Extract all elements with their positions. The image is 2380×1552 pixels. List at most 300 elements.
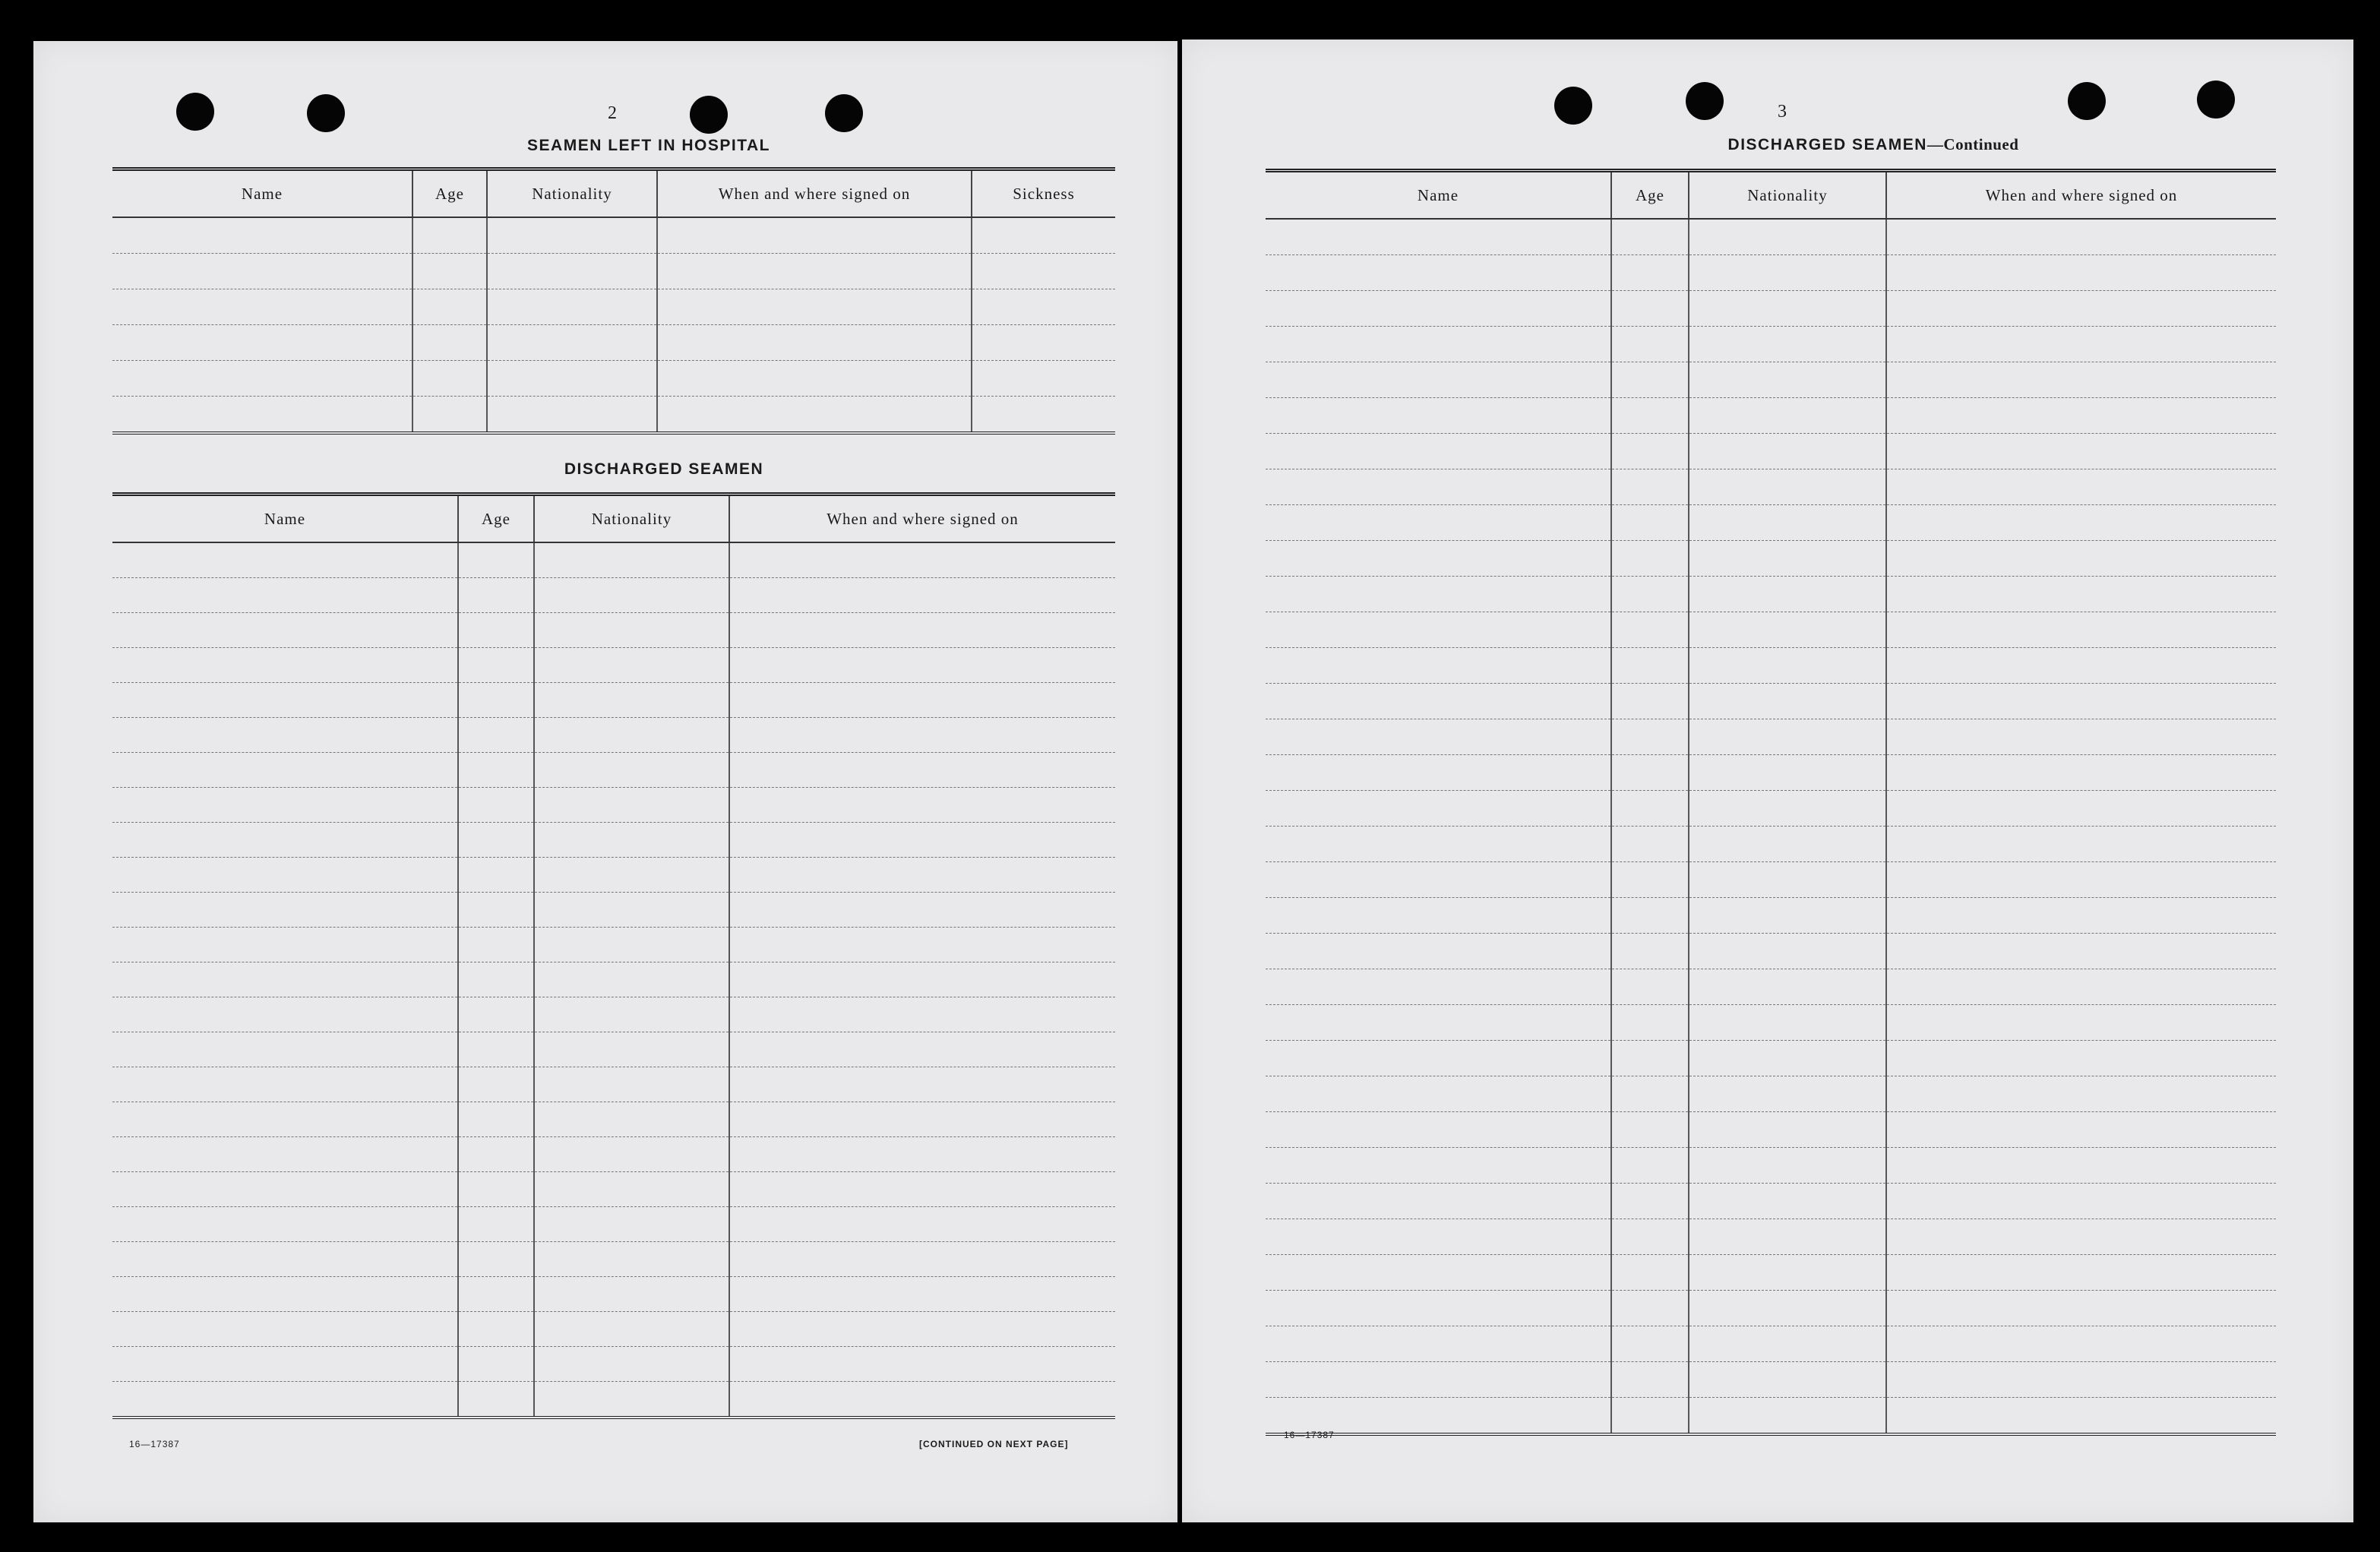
ledger-cell <box>1611 791 1689 827</box>
continued-row <box>1266 612 2276 648</box>
ledger-cell <box>1611 648 1689 684</box>
ledger-cell <box>729 1137 1115 1172</box>
continued-row <box>1266 1326 2276 1362</box>
ledger-cell <box>487 289 657 325</box>
ledger-cell <box>458 962 534 997</box>
continued-row <box>1266 1148 2276 1184</box>
ledger-cell <box>112 718 458 753</box>
ledger-cell <box>534 1382 729 1418</box>
ledger-cell <box>112 217 412 254</box>
ledger-cell <box>487 254 657 289</box>
ledger-cell <box>1886 255 2276 291</box>
ledger-cell <box>1611 469 1689 505</box>
ledger-cell <box>112 962 458 997</box>
continued-row <box>1266 1255 2276 1291</box>
ledger-cell <box>1886 862 2276 898</box>
ledger-cell <box>1886 898 2276 934</box>
ledger-cell <box>534 578 729 613</box>
ledger-cell <box>729 823 1115 858</box>
ledger-cell <box>112 648 458 683</box>
ledger-cell <box>972 217 1115 254</box>
continued-row <box>1266 219 2276 255</box>
ledger-cell <box>534 1312 729 1347</box>
ledger-cell <box>458 1277 534 1312</box>
ledger-cell <box>1611 1148 1689 1184</box>
ledger-cell <box>112 542 458 578</box>
continued-row <box>1266 541 2276 577</box>
ledger-cell <box>1689 612 1886 648</box>
ledger-cell <box>1886 541 2276 577</box>
ledger-cell <box>458 1347 534 1382</box>
ledger-cell <box>458 1172 534 1207</box>
ledger-cell <box>1266 291 1611 327</box>
ledger-cell <box>112 613 458 648</box>
ledger-cell <box>1689 577 1886 612</box>
ledger-cell <box>458 1137 534 1172</box>
ledger-cell <box>1611 969 1689 1005</box>
ledger-cell <box>729 1242 1115 1277</box>
ledger-cell <box>112 1312 458 1347</box>
page-title-main: DISCHARGED SEAMEN <box>1727 136 1927 153</box>
ledger-cell <box>112 325 412 361</box>
ledger-cell <box>729 683 1115 718</box>
ledger-cell <box>112 1032 458 1067</box>
continued-row <box>1266 505 2276 541</box>
ledger-cell <box>972 254 1115 289</box>
ledger-cell <box>112 361 412 397</box>
ledger-cell <box>412 254 487 289</box>
ledger-cell <box>1611 898 1689 934</box>
ledger-cell <box>1611 1005 1689 1041</box>
ledger-cell <box>534 1172 729 1207</box>
ledger-cell <box>1886 219 2276 255</box>
ledger-cell <box>112 753 458 788</box>
ledger-cell <box>1611 434 1689 469</box>
ledger-cell <box>1886 755 2276 791</box>
ledger-cell <box>1886 362 2276 398</box>
ledger-cell <box>458 1207 534 1242</box>
ledger-cell <box>1266 469 1611 505</box>
ledger-cell <box>534 613 729 648</box>
continued-row <box>1266 398 2276 434</box>
ledger-cell <box>1886 434 2276 469</box>
ledger-cell <box>1886 327 2276 362</box>
ledger-cell <box>1611 1041 1689 1076</box>
ledger-cell <box>1611 755 1689 791</box>
column-header: Age <box>458 495 534 543</box>
continued-row <box>1266 362 2276 398</box>
continued-row <box>1266 898 2276 934</box>
ledger-cell <box>972 289 1115 325</box>
ledger-cell <box>534 997 729 1032</box>
ledger-cell <box>1611 291 1689 327</box>
ledger-cell <box>1886 827 2276 862</box>
ledger-cell <box>1611 1326 1689 1362</box>
ledger-cell <box>1266 541 1611 577</box>
ledger-cell <box>1689 505 1886 541</box>
ledger-cell <box>1266 612 1611 648</box>
hospital-row <box>112 397 1115 434</box>
ledger-cell <box>1689 684 1886 719</box>
ledger-cell <box>534 648 729 683</box>
ledger-cell <box>657 254 972 289</box>
ledger-cell <box>1266 755 1611 791</box>
ledger-cell <box>1886 577 2276 612</box>
ledger-cell <box>729 613 1115 648</box>
ledger-cell <box>112 997 458 1032</box>
ledger-cell <box>112 1347 458 1382</box>
ledger-cell <box>1886 934 2276 969</box>
ledger-cell <box>1266 1219 1611 1255</box>
ledger-cell <box>1689 362 1886 398</box>
ledger-cell <box>1611 862 1689 898</box>
continued-header-row <box>1266 171 2276 220</box>
ledger-cell <box>729 1312 1115 1347</box>
ledger-cell <box>412 397 487 434</box>
ledger-cell <box>112 788 458 823</box>
ledger-cell <box>1886 398 2276 434</box>
ledger-cell <box>487 361 657 397</box>
ledger-cell <box>1611 827 1689 862</box>
ledger-cell <box>112 1207 458 1242</box>
ledger-cell <box>729 542 1115 578</box>
ledger-cell <box>1611 1255 1689 1291</box>
ledger-cell <box>458 1382 534 1418</box>
discharged-row <box>112 823 1115 858</box>
discharged-row <box>112 893 1115 928</box>
ledger-cell <box>1266 1184 1611 1219</box>
ledger-cell <box>534 1242 729 1277</box>
column-header: Nationality <box>487 169 657 218</box>
page-number: 2 <box>608 103 617 123</box>
column-header: When and where signed on <box>729 495 1115 543</box>
column-header: Name <box>112 495 458 543</box>
ledger-cell <box>1886 291 2276 327</box>
ledger-cell <box>1689 969 1886 1005</box>
ledger-cell <box>1611 1076 1689 1112</box>
continued-row <box>1266 755 2276 791</box>
hospital-table-body <box>112 217 1115 433</box>
ledger-cell <box>657 397 972 434</box>
continued-row <box>1266 827 2276 862</box>
continued-row <box>1266 969 2276 1005</box>
punch-hole-7 <box>2068 82 2106 120</box>
ledger-cell <box>1689 1326 1886 1362</box>
ledger-cell <box>657 289 972 325</box>
continued-row <box>1266 1076 2276 1112</box>
ledger-cell <box>729 1067 1115 1102</box>
ledger-cell <box>729 753 1115 788</box>
ledger-cell <box>1611 505 1689 541</box>
punch-hole-6 <box>1686 82 1724 120</box>
discharged-row <box>112 1312 1115 1347</box>
discharged-table-body <box>112 542 1115 1418</box>
ledger-cell <box>1611 1112 1689 1148</box>
ledger-cell <box>412 217 487 254</box>
ledger-cell <box>729 1382 1115 1418</box>
ledger-cell <box>1689 934 1886 969</box>
discharged-row <box>112 1277 1115 1312</box>
hospital-row <box>112 361 1115 397</box>
ledger-cell <box>1611 1362 1689 1398</box>
punch-hole-8 <box>2197 81 2235 119</box>
ledger-cell <box>534 1347 729 1382</box>
ledger-cell <box>1689 1362 1886 1398</box>
column-header: Sickness <box>972 169 1115 218</box>
ledger-cell <box>1886 1291 2276 1326</box>
ledger-cell <box>112 1102 458 1137</box>
ledger-cell <box>972 397 1115 434</box>
ledger-cell <box>112 1067 458 1102</box>
discharged-header-row <box>112 495 1115 543</box>
ledger-cell <box>1611 1219 1689 1255</box>
ledger-cell <box>412 289 487 325</box>
ledger-cell <box>729 893 1115 928</box>
ledger-cell <box>458 823 534 858</box>
ledger-cell <box>1266 1398 1611 1435</box>
ledger-cell <box>1611 219 1689 255</box>
continued-note: [CONTINUED ON NEXT PAGE] <box>919 1439 1069 1449</box>
ledger-cell <box>1266 1112 1611 1148</box>
ledger-cell <box>534 683 729 718</box>
ledger-cell <box>1266 1148 1611 1184</box>
ledger-cell <box>1689 1076 1886 1112</box>
discharged-row <box>112 718 1115 753</box>
ledger-cell <box>972 325 1115 361</box>
punch-hole-2 <box>307 94 345 132</box>
hospital-row <box>112 325 1115 361</box>
ledger-cell <box>534 858 729 893</box>
ledger-cell <box>1886 1326 2276 1362</box>
continued-row <box>1266 1041 2276 1076</box>
ledger-cell <box>1689 719 1886 755</box>
ledger-cell <box>458 997 534 1032</box>
ledger-cell <box>1886 719 2276 755</box>
ledger-cell <box>534 1067 729 1102</box>
column-header: Age <box>1611 171 1689 220</box>
ledger-cell <box>1266 791 1611 827</box>
punch-hole-3 <box>690 96 728 134</box>
ledger-cell <box>534 893 729 928</box>
discharged-row <box>112 928 1115 962</box>
ledger-cell <box>1266 1362 1611 1398</box>
ledger-cell <box>1266 219 1611 255</box>
ledger-cell <box>1886 1076 2276 1112</box>
form-code: 16—17387 <box>1284 1430 1335 1440</box>
ledger-cell <box>729 1347 1115 1382</box>
hospital-header-row <box>112 169 1115 218</box>
discharged-row <box>112 1382 1115 1418</box>
ledger-cell <box>458 1242 534 1277</box>
ledger-cell <box>1689 1112 1886 1148</box>
ledger-cell <box>1689 1291 1886 1326</box>
ledger-cell <box>458 542 534 578</box>
ledger-cell <box>1611 1398 1689 1435</box>
ledger-cell <box>487 397 657 434</box>
ledger-cell <box>487 325 657 361</box>
form-code: 16—17387 <box>129 1439 180 1449</box>
ledger-cell <box>657 361 972 397</box>
left-page <box>33 41 1177 1522</box>
discharged-row <box>112 1347 1115 1382</box>
ledger-cell <box>1689 219 1886 255</box>
ledger-cell <box>1886 1112 2276 1148</box>
continued-row <box>1266 255 2276 291</box>
ledger-cell <box>487 217 657 254</box>
ledger-cell <box>1266 434 1611 469</box>
continued-row <box>1266 577 2276 612</box>
continued-row <box>1266 1362 2276 1398</box>
ledger-cell <box>1689 327 1886 362</box>
ledger-cell <box>1886 1255 2276 1291</box>
continued-row <box>1266 719 2276 755</box>
discharged-row <box>112 648 1115 683</box>
ledger-cell <box>534 542 729 578</box>
ledger-cell <box>1266 969 1611 1005</box>
ledger-cell <box>1611 362 1689 398</box>
ledger-cell <box>657 217 972 254</box>
continued-row <box>1266 1398 2276 1435</box>
page-title-continued: —Continued <box>1926 135 2019 153</box>
ledger-cell <box>1689 291 1886 327</box>
ledger-cell <box>112 1172 458 1207</box>
ledger-cell <box>1266 898 1611 934</box>
ledger-cell <box>1886 612 2276 648</box>
ledger-cell <box>729 648 1115 683</box>
ledger-cell <box>729 962 1115 997</box>
ledger-cell <box>729 1102 1115 1137</box>
discharged-row <box>112 788 1115 823</box>
ledger-cell <box>1611 719 1689 755</box>
ledger-cell <box>1689 862 1886 898</box>
ledger-cell <box>729 928 1115 962</box>
discharged-row <box>112 1067 1115 1102</box>
ledger-cell <box>458 718 534 753</box>
ledger-cell <box>1611 684 1689 719</box>
ledger-cell <box>112 1277 458 1312</box>
column-header: Nationality <box>534 495 729 543</box>
ledger-cell <box>458 648 534 683</box>
ledger-cell <box>1886 505 2276 541</box>
ledger-cell <box>458 858 534 893</box>
continued-row <box>1266 1219 2276 1255</box>
ledger-cell <box>412 361 487 397</box>
discharged-row <box>112 1137 1115 1172</box>
ledger-cell <box>1266 934 1611 969</box>
ledger-cell <box>1611 1291 1689 1326</box>
ledger-cell <box>1886 969 2276 1005</box>
column-header: Name <box>1266 171 1611 220</box>
hospital-row <box>112 289 1115 325</box>
right-page <box>1182 40 2353 1522</box>
discharged-table <box>112 492 1115 1419</box>
ledger-cell <box>1689 1398 1886 1435</box>
ledger-cell <box>1886 791 2276 827</box>
ledger-cell <box>1266 648 1611 684</box>
ledger-cell <box>1689 1255 1886 1291</box>
ledger-cell <box>534 1102 729 1137</box>
ledger-cell <box>729 788 1115 823</box>
ledger-cell <box>1689 648 1886 684</box>
ledger-cell <box>1689 755 1886 791</box>
continued-row <box>1266 684 2276 719</box>
discharged-row <box>112 1242 1115 1277</box>
continued-row <box>1266 327 2276 362</box>
ledger-cell <box>458 788 534 823</box>
ledger-cell <box>458 893 534 928</box>
ledger-cell <box>729 578 1115 613</box>
ledger-cell <box>458 578 534 613</box>
ledger-cell <box>1266 1041 1611 1076</box>
discharged-row <box>112 542 1115 578</box>
ledger-cell <box>458 928 534 962</box>
discharged-row <box>112 613 1115 648</box>
ledger-cell <box>112 893 458 928</box>
ledger-cell <box>729 997 1115 1032</box>
ledger-cell <box>1266 1076 1611 1112</box>
hospital-table <box>112 167 1115 435</box>
ledger-cell <box>1689 1219 1886 1255</box>
ledger-cell <box>1886 469 2276 505</box>
ledger-cell <box>412 325 487 361</box>
continued-row <box>1266 291 2276 327</box>
ledger-cell <box>458 1067 534 1102</box>
ledger-cell <box>534 788 729 823</box>
column-header: When and where signed on <box>657 169 972 218</box>
page-title <box>1418 135 2329 154</box>
ledger-cell <box>112 1242 458 1277</box>
ledger-cell <box>112 578 458 613</box>
discharged-row <box>112 1207 1115 1242</box>
ledger-cell <box>112 823 458 858</box>
discharged-row <box>112 1102 1115 1137</box>
ledger-cell <box>1266 327 1611 362</box>
ledger-cell <box>1611 398 1689 434</box>
ledger-cell <box>1611 612 1689 648</box>
discharged-section-title: DISCHARGED SEAMEN <box>564 460 764 478</box>
hospital-row <box>112 217 1115 254</box>
ledger-cell <box>1886 1184 2276 1219</box>
ledger-cell <box>1689 255 1886 291</box>
discharged-row <box>112 683 1115 718</box>
ledger-cell <box>112 254 412 289</box>
punch-hole-1 <box>176 93 214 131</box>
ledger-cell <box>534 823 729 858</box>
ledger-cell <box>1886 648 2276 684</box>
continued-row <box>1266 1291 2276 1326</box>
ledger-cell <box>534 753 729 788</box>
ledger-cell <box>112 683 458 718</box>
ledger-cell <box>972 361 1115 397</box>
ledger-cell <box>1266 862 1611 898</box>
ledger-cell <box>1689 1184 1886 1219</box>
ledger-cell <box>657 325 972 361</box>
discharged-row <box>112 753 1115 788</box>
continued-row <box>1266 1112 2276 1148</box>
discharged-row <box>112 1032 1115 1067</box>
continued-row <box>1266 1005 2276 1041</box>
column-header: Nationality <box>1689 171 1886 220</box>
ledger-cell <box>1266 1291 1611 1326</box>
ledger-cell <box>729 858 1115 893</box>
column-header: When and where signed on <box>1886 171 2276 220</box>
ledger-cell <box>112 397 412 434</box>
ledger-cell <box>1611 541 1689 577</box>
ledger-cell <box>729 1032 1115 1067</box>
ledger-cell <box>458 1032 534 1067</box>
page-number: 3 <box>1778 102 1787 122</box>
ledger-cell <box>1611 255 1689 291</box>
